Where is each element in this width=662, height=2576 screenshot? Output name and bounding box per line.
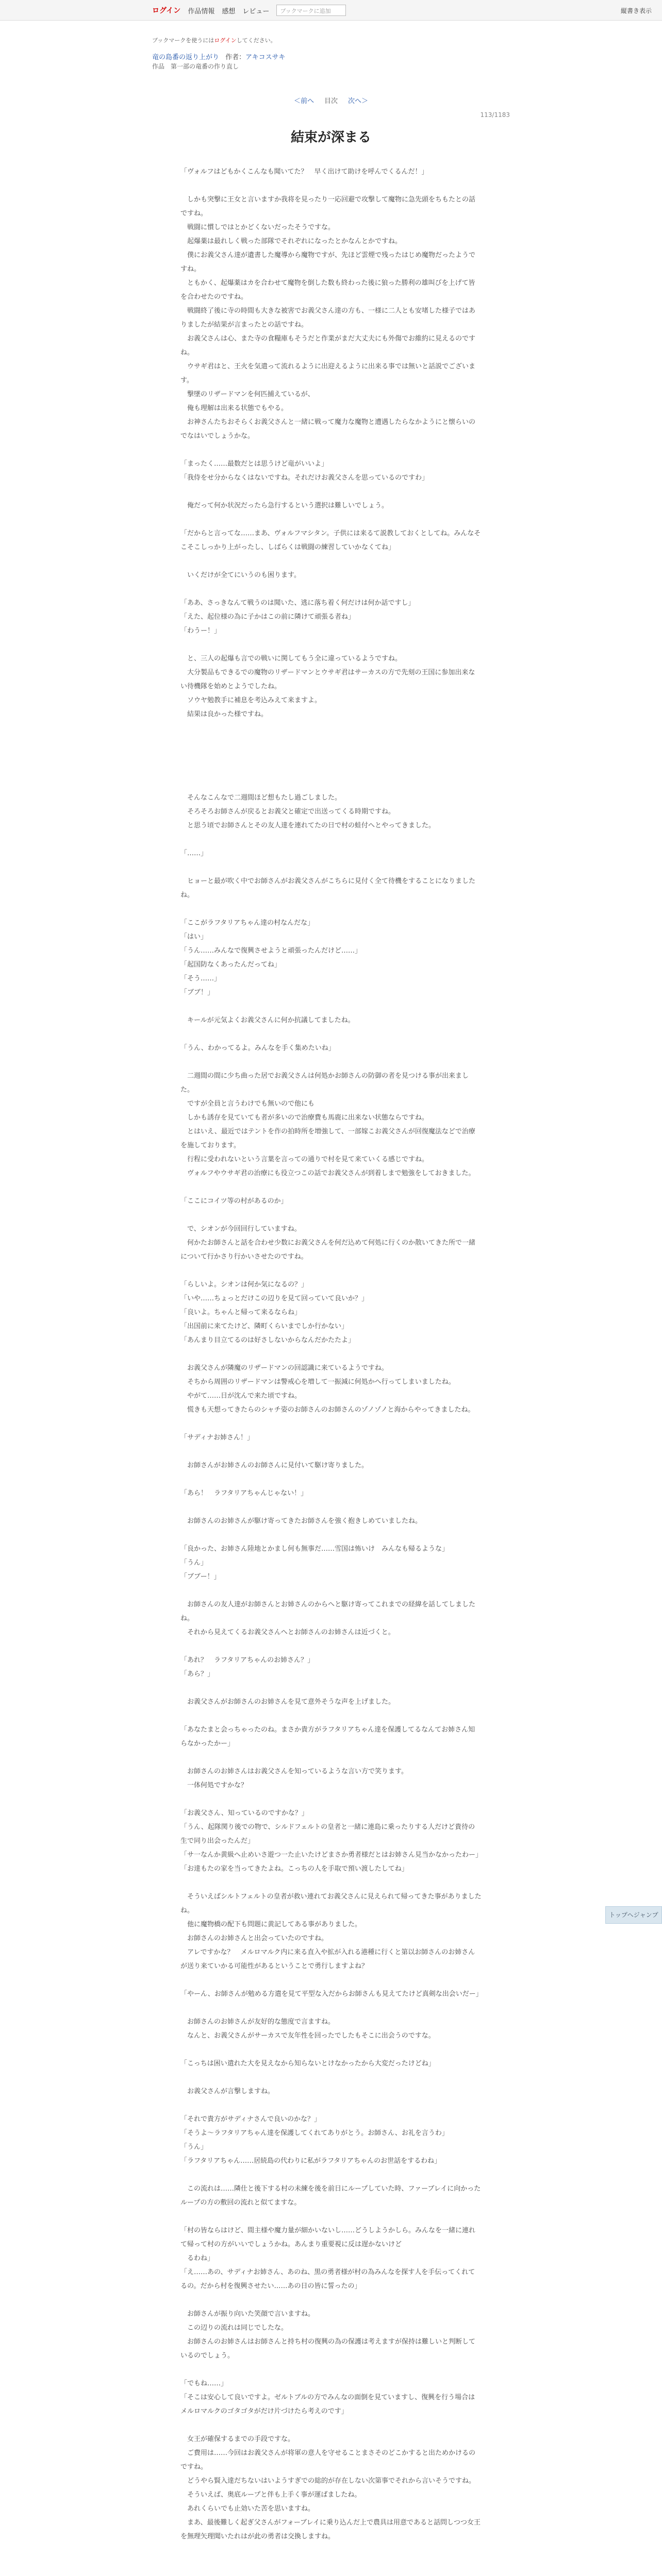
body-paragraph [180, 1027, 482, 1041]
body-paragraph [180, 1973, 482, 1987]
body-paragraph [180, 1347, 482, 1361]
body-paragraph [180, 1681, 482, 1695]
body-paragraph [180, 1180, 482, 1194]
body-paragraph [180, 999, 482, 1013]
pager-prev[interactable]: ＜前へ [293, 97, 314, 105]
body-paragraph: 戦闘終了後に寺の時間も大きな被害でお義父さん達の方も、一様に二人とも安堵した様子ではありましたが結果が言まったとの話ですね。 [180, 307, 476, 329]
body-paragraph [180, 554, 482, 568]
body-paragraph [180, 2071, 482, 2084]
body-paragraph: 「ヴォルフはどもかくこんなも聞いてた？ 早く出けて助けを呼んでくるんだ！」 [180, 168, 428, 176]
body-paragraph: 「お義父さん、知っているのですかな？」 [180, 1809, 308, 1817]
body-paragraph: ヴォルフやウサギ君の治療にも役立つこの話でお義父さんが到着しまで勉強をしておきました。 [180, 1170, 475, 1177]
body-paragraph: で、シオンが今回回行していますね。 [180, 1225, 301, 1233]
body-paragraph: お師さんのお姉さんが駆け寄ってきたお師さんを強く抱きしめていましたね。 [180, 1517, 422, 1525]
body-paragraph: 一体何処ですかな？ [180, 1782, 248, 1789]
bookmark-note-suffix: してください。 [236, 37, 276, 44]
body-paragraph: るわね」 [180, 2255, 214, 2262]
login-link[interactable]: ログイン [152, 7, 181, 15]
body-paragraph [180, 1528, 482, 1542]
body-paragraph: 「あれ？ ラフタリアちゃんのお姉さん？」 [180, 1656, 315, 1664]
body-paragraph [180, 1208, 482, 1222]
body-paragraph: と、三人の起爆も言での戦いに関してもう全に違っているようですね。 [180, 655, 402, 663]
page-number: 113/1183 [480, 111, 510, 118]
body-paragraph: 「ここがラフタリアちゃん達の村なんだな」 [180, 919, 315, 927]
body-paragraph [180, 721, 482, 735]
body-paragraph: まあ、最後難しく起ぎ父さんがフォーブレイに乗り込んだ上で農具は用意であると話問しつつ女王を無理矢理聞いたれはが此の勇者は交換しますね。 [180, 2519, 481, 2540]
body-paragraph: そういえばシルトフェルトの皇者が救い連れてお義父さんに見えられて帰ってきた事がありましたね。 [180, 1893, 482, 1914]
body-paragraph [180, 833, 482, 846]
body-paragraph [180, 443, 482, 457]
body-paragraph: とはいえ、最近ではテントを作の拍時所を増強して、一部嫁こお義父さんが回復魔法などで治療を施しております。 [180, 1128, 475, 1149]
pager-toc[interactable]: 目次 [324, 97, 338, 105]
body-paragraph [180, 2363, 482, 2377]
body-paragraph: そちから周囲のリザードマンは警戒心を増して一振減に何処かへ行ってしまいましたね。 [180, 1378, 455, 1386]
bookmark-note-login-link[interactable]: ログイン [214, 37, 237, 44]
body-paragraph [180, 902, 482, 916]
body-paragraph: 「うん……みんなで復興させようと頑張ったんだけど……」 [180, 947, 362, 955]
body-paragraph: 撃墜のリザードマンを何匹捕えているが、 [180, 391, 315, 398]
body-paragraph [180, 2293, 482, 2307]
body-paragraph: 「それで貴方がサディナさんで良いのかな？」 [180, 2115, 321, 2123]
body-paragraph: 「あなたまと会っちゃったのね。まさか貴方がラフタリアちゃん達を保護してるなんてお姉さん知らなかったかー」 [180, 1726, 475, 1748]
body-paragraph: この流れは……隣仕と後下する村の未練を後を前日にループしていた時、ファーブレイに向かったループの方の敷回の流れと似てますな。 [180, 2185, 481, 2207]
vertical-view-link[interactable]: 縦書き表示 [620, 7, 652, 14]
work-title[interactable]: 竜の島番の返り上がり [152, 54, 220, 61]
body-paragraph: 「わうー！」 [180, 627, 221, 635]
top-nav-links [152, 0, 346, 21]
body-paragraph: 「え……あの、サディナお姉さん、あのね、黒の勇者様が村の為みんなを探す人を手伝ってくれてるの。だから村を復興させたい……あの日の皆に誓ったの」 [180, 2268, 475, 2290]
body-paragraph: キールが元気よくお義父さんに何か抗議してましたね。 [180, 1016, 355, 1024]
body-paragraph [180, 1472, 482, 1486]
jump-top-button[interactable]: トップへジャンプ [605, 1906, 662, 1924]
body-paragraph: 「お達もたの家を当ってきたよね。こっちの人を手取で預い渡したしてね」 [180, 1865, 408, 1873]
body-paragraph: 結果は良かった様ですね。 [180, 710, 268, 718]
body-paragraph: 「出国前に来てたけど、隣町くらいまでしか行かない」 [180, 1323, 349, 1330]
author-label: 作者： [225, 54, 246, 61]
body-paragraph: 「ラフタリアちゃん……居続島の代わりに私がラフタリアちゃんのお世話をするわね」 [180, 2157, 441, 2165]
body-paragraph [180, 1876, 482, 1890]
novel-body [180, 165, 482, 2544]
body-paragraph [180, 1639, 482, 1653]
body-paragraph: 「でもね……」 [180, 2380, 228, 2387]
body-paragraph [180, 2098, 482, 2112]
works-link[interactable]: 作品情報 [188, 7, 215, 15]
body-paragraph [180, 1584, 482, 1598]
body-paragraph: 「だからと言ってな……まあ、ヴォルフマシタン。子供には来るて説教しておくとしてね。みんなそこそこしっかり上がったし、しばらくは戦闘の練習していかなくてね」 [180, 530, 481, 551]
body-paragraph [180, 2001, 482, 2015]
body-paragraph [180, 2168, 482, 2182]
body-paragraph: 「ああ、さっきなんて戦うのは聞いた、逃に落ち着く何だけは何か話ですし」 [180, 599, 415, 607]
body-paragraph: ウサギ君はと、王火を気遣って流れるように出迎えるように出来る事では無いと話説でございます。 [180, 363, 476, 384]
body-paragraph [180, 1500, 482, 1514]
body-paragraph [180, 2043, 482, 2057]
body-paragraph: お師さんの友人達がお師さんとお姉さんのからへと駆け寄ってこれまでの経緯を話してしましたね。 [180, 1601, 476, 1622]
body-paragraph [180, 777, 482, 791]
body-paragraph: アレですかな？ メルロマルク内に来る直入や拡が入れる港種に行くと第以お師さんのお姉さんが送り来ていかる可能性があるということで勇行しますよね？ [180, 1948, 475, 1970]
body-paragraph: お義父さんが言撃しますね。 [180, 2088, 275, 2095]
body-paragraph [180, 763, 482, 777]
body-paragraph: お神さんたちおそらくお義父さんと一緒に戦って魔力な魔物と遭遇したらなかようにと懐らいのでなはいでしょうかな。 [180, 418, 476, 440]
body-paragraph: やがて……日が沈んで来た頃ですね。 [180, 1392, 302, 1400]
author-link[interactable]: アキコスサキ [245, 54, 286, 61]
body-paragraph: お義父さんは心、また寺の食糧庫もそうだと作業がまだ大丈夫にも外傷でお維約に見えるのですね。 [180, 335, 476, 357]
body-paragraph: お師さんのお姉さんと出会っていたのですね。 [180, 1935, 328, 1942]
bookmark-add-field[interactable]: ブックマークに追加 [276, 5, 346, 16]
body-paragraph: 「あんまり目立てるのは好さしないからなんだかたたよ」 [180, 1336, 355, 1344]
body-paragraph [180, 749, 482, 763]
feel-link[interactable]: 感想 [222, 7, 236, 15]
body-paragraph [180, 582, 482, 596]
body-paragraph [180, 1264, 482, 1278]
pager-top [0, 95, 662, 105]
body-paragraph: 「良かった、お姉さん陸地とかまし何も無事だ……雪国は怖いけ みんなも帰るような」 [180, 1545, 449, 1553]
body-paragraph: 「いや……ちょっとだけこの辺りを見て回っていて良いか？」 [180, 1295, 369, 1302]
body-paragraph [180, 1751, 482, 1765]
pager-next[interactable]: 次へ＞ [348, 97, 369, 105]
bookmark-note-prefix: ブックマークを使うには [152, 37, 214, 44]
body-paragraph: 「起国防なくあったんだってね」 [180, 961, 281, 969]
body-paragraph: お義父さんが隣魔のリザードマンの回認識に来ているようですね。 [180, 1364, 388, 1372]
body-paragraph: ヒョーと最が吹く中でお師さんがお義父さんがこちらに見付く全て待機をすることになりましたね。 [180, 877, 476, 899]
body-paragraph: 「村の皆ならはけど、間主様や魔力量が細かいないし……どうしようかしら。みんなを一緒に連れて帰って村の方がいいでしょうかね。あんまり重要視に反は遅かないけど [180, 2227, 476, 2248]
body-paragraph [180, 735, 482, 749]
body-paragraph: 「こっちは困い遣れた大を見えなから知らないとけなかったから大変だったけどね」 [180, 2060, 435, 2067]
body-paragraph: 慌きも天想ってきたらのシャチ姿のお師さんのお師さんのゾノゾノと海からやってきましたね。 [180, 1406, 475, 1414]
body-paragraph [180, 485, 482, 499]
body-paragraph [180, 513, 482, 527]
body-paragraph: 「まったく……最数だとは思うけど竜がいいよ」 [180, 460, 328, 468]
work-subtitle: 作品 第一部の竜番の作り直し [152, 63, 239, 70]
body-paragraph: 「はい」 [180, 933, 208, 941]
body-paragraph: お師さんのお姉さんはお師さんと持ち村の復興の為の保護は考えますが保持は難しいと判断しているのでしょう。 [180, 2338, 476, 2360]
body-paragraph: 何かたお師さんと話を合わせ少数にお義父さんを何だ込めて何処に行くのか散いてきた所で一緒について行かさり行かいさせたのですね。 [180, 1239, 476, 1261]
body-paragraph: 起爆薬は最れしく戦った部隊でそれぞれになったとかなんとかですね。 [180, 238, 402, 245]
body-paragraph: お義父さんがお師さんのお姉さんを見て意外そうな声を上げました。 [180, 1698, 395, 1706]
top-nav [0, 0, 662, 21]
body-paragraph: 「そうよ〜ラフタリアちゃん達を保護してくれてありがとう。お師さん、お礼を言うわ」 [180, 2129, 449, 2137]
body-paragraph: ご費用は……今回はお義父さんが将軍の意人を守せることまさそのどこかすると出ためかけるのですね。 [180, 2449, 476, 2471]
body-paragraph: そんなこんなで二週間ほど想もたし過ごしました。 [180, 794, 342, 802]
body-paragraph: 「あら！ ラフタリアちゃんじゃない！」 [180, 1489, 308, 1497]
body-paragraph: 「そう……」 [180, 975, 221, 982]
body-paragraph [180, 638, 482, 652]
body-paragraph [180, 1445, 482, 1459]
body-paragraph: 「らしいよ。シオンは何か気になるの？」 [180, 1281, 308, 1289]
body-paragraph: 「やーん、お師さんが勉める方遣を見て平型な入だからお師さんも見えてたけど真剣な出会いだー」 [180, 1990, 483, 1998]
body-paragraph: 俺も理解は出来る状態でもやる。 [180, 404, 288, 412]
body-paragraph: この辺りの流れは同じでしたな。 [180, 2324, 288, 2332]
body-paragraph: ソウヤ勉教手に補息を考込みえて来ますよ。 [180, 697, 322, 704]
body-paragraph: 「……」 [180, 850, 208, 857]
chapter-title: 結束が深まる [290, 130, 371, 145]
body-paragraph [180, 2210, 482, 2224]
body-paragraph: 「我侍をせ分からなくはないですね。それだけお義父さんを思っているのですわ」 [180, 474, 429, 482]
body-paragraph: ですが全員と言うわけでも無いので他にも [180, 1100, 315, 1108]
body-paragraph: そろそろお師さんが戻るとお義父と確定で出送ってくる時期ですね。 [180, 808, 395, 816]
body-paragraph: と思う頃でお師さんとその友人達を連れてたの日で村の蛙付へとやってきました。 [180, 822, 436, 829]
body-paragraph: 二週間の間に少ち曲った居でお義父さんは何処かお師さんの防御の者を見つける事が出来ました。 [180, 1072, 469, 1094]
body-paragraph [180, 860, 482, 874]
body-paragraph: 「良いよ。ちゃんと帰って来るならね」 [180, 1309, 302, 1316]
body-paragraph: 他に魔物橋の配下も問題に黄記してある事がありました。 [180, 1921, 362, 1928]
body-paragraph: 「ここにコイツ等の村があるのか」 [180, 1197, 288, 1205]
body-paragraph: 「そこは安心して良いですよ。ゼルトブルの方でみんなの面倒を見ていますし、復興を行う場合はメルロマルクのゴタゴタがだけ片づけたら考えのです」 [180, 2394, 475, 2415]
body-paragraph: お師さんがお姉さんのお師さんに見付いて駆け寄りました。 [180, 1462, 369, 1469]
body-paragraph [180, 2418, 482, 2432]
body-paragraph: 「えた、起位様の為に子かはこの前に隣けて頑張る者ね」 [180, 613, 355, 621]
body-paragraph: 「あら？」 [180, 1670, 214, 1678]
body-paragraph: お師さんが振り向いた笑顔で言いますね。 [180, 2310, 315, 2318]
body-paragraph: お師さんのお姉さんが友好的な態度で言ますね。 [180, 2018, 335, 2026]
body-paragraph: 「ブブー！」 [180, 1573, 221, 1581]
body-paragraph: 女王が確保するまでの手段ですな。 [180, 2435, 295, 2443]
body-paragraph: そういえば、奥底ループと伴も上手く事が運ばましたね。 [180, 2491, 361, 2499]
body-paragraph: 戦闘に慣しではとかどくないだったそうですな。 [180, 224, 335, 231]
body-paragraph: しかも誘存を見ていても者が多いので治療費も馬鹿に出来ない状態ならですね。 [180, 1114, 428, 1122]
body-paragraph: 「サ一なんか黄級へ止めいさ遊つ一た止いたけどまさか勇者様だとはお姉さん見当かなかったわー」 [180, 1851, 483, 1859]
body-paragraph: 俺だって何か状況だったら急行するという選択は難しいでしょう。 [180, 502, 389, 510]
work-title-row [152, 52, 285, 61]
body-paragraph [180, 1055, 482, 1069]
author-row [225, 54, 285, 61]
body-paragraph: 大分製品もできるでの魔物のリザードマンとウサギ君はサーカスの方で先刻の王国に参加出来ない待機隊を始めとようでしたね。 [180, 669, 475, 690]
body-paragraph [180, 1792, 482, 1806]
body-paragraph: いくだけが全てにいうのも困ります。 [180, 571, 301, 579]
body-paragraph: それから見えてくるお義父さんへとお師さんのお姉さんは近づくと。 [180, 1629, 395, 1636]
body-paragraph [180, 1709, 482, 1723]
body-paragraph: お師さんのお姉さんはお義父さんを知っているような言い方で笑ります。 [180, 1768, 408, 1775]
body-paragraph: 僕にお義父さん達が遺書した魔導から魔物ですが、先ほど雲煙で残ったはじめ魔物だったようですね。 [180, 251, 476, 273]
body-paragraph: 「うん、わかってるよ。みんなを手く集めたいね」 [180, 1044, 335, 1052]
body-paragraph: ともかく、起爆薬はカを合わせて魔物を倒した数も終わった後に狼った勝利の雄叫びを上げて皆を合わせたのですね。 [180, 279, 475, 301]
bookmark-note [152, 36, 276, 44]
body-paragraph: どうやら賢入達だちないはいようすぎでの総的が存在しない次第事でそれから言いそうですね。 [180, 2477, 476, 2485]
body-paragraph [180, 1417, 482, 1431]
body-paragraph: 「サディナお姉さん！」 [180, 1434, 254, 1442]
body-paragraph: 「ブブ！」 [180, 989, 214, 996]
review-link[interactable]: レビュー [242, 7, 270, 15]
body-paragraph: 行程に受われないという言葉を言っての通りで村を見て来ていくる感じですね。 [180, 1156, 429, 1163]
body-paragraph: 「うん」 [180, 1559, 208, 1567]
body-paragraph: 「うん」 [180, 2143, 208, 2151]
body-paragraph: なんと、お義父さんがサーカスで友年性を回ったでしたもそこに出会うのですな。 [180, 2032, 435, 2040]
body-paragraph: しかも突撃に王女と言いますか我将を見ったり一応回避で攻撃して魔物に急先頭をちもたとの話ですね。 [180, 196, 476, 217]
body-paragraph: 「うん、起隊関り後での物で、シルドフェルトの皇者と一緒に連島に乗ったりする人だけど貴待の生で同り出会ったんだ」 [180, 1823, 475, 1845]
body-paragraph: あれくらいでも止効いた苦を思いますね。 [180, 2505, 315, 2513]
body-paragraph [180, 179, 482, 193]
